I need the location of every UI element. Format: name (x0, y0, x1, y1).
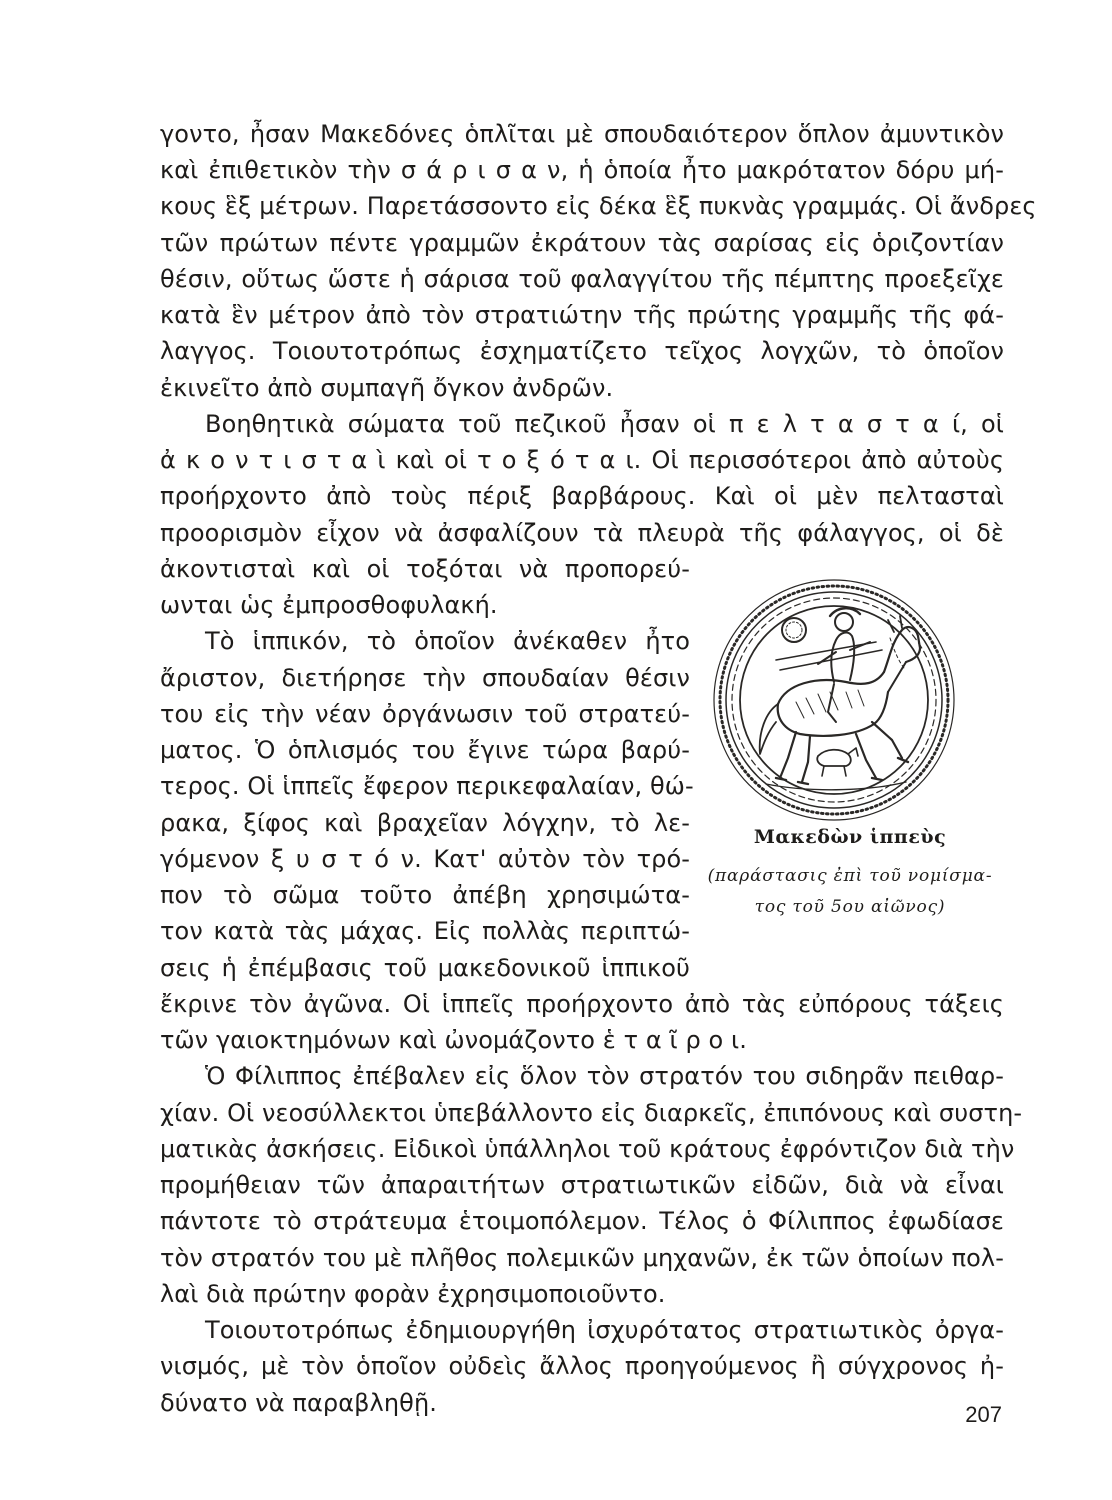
text-line: δύνατο νὰ παραβληθῇ. (160, 1389, 437, 1417)
text-line: πάντοτε τὸ στράτευμα ἑτοιμοπόλεμον. Τέλος ὁ Φίλιππος ἐφωδίασε (160, 1207, 1004, 1235)
text-line: νισμός, μὲ τὸν ὁποῖον οὐδεὶς ἄλλος προηγούμενος ἢ σύγχρονος ἠ- (160, 1352, 1004, 1380)
text-line: ἐκινεῖτο ἀπὸ συμπαγῆ ὄγκον ἀνδρῶν. (160, 374, 614, 402)
text-line: σεις ἡ ἐπέμβασις τοῦ μακεδονικοῦ ἱππικοῦ (160, 954, 690, 982)
text-line: Βοηθητικὰ σώματα τοῦ πεζικοῦ ἦσαν οἱ π ε λ τ α σ τ α ί, οἱ (205, 410, 1004, 438)
text-line: ἀ κ ο ν τ ι σ τ α ὶ καὶ οἱ τ ο ξ ό τ α ι. Οἱ περισσότεροι ἀπὸ αὐτοὺς (160, 446, 1004, 474)
text-line: τῶν γαιοκτημόνων καὶ ὠνομάζοντο ἑ τ α ῖ ρ ο ι. (160, 1026, 748, 1054)
text-line: προήρχοντο ἀπὸ τοὺς πέριξ βαρβάρους. Καὶ οἱ μὲν πελτασταὶ (160, 482, 1004, 510)
text-line: ἄριστον, διετήρησε τὴν σπουδαίαν θέσιν (160, 664, 690, 692)
text-line: ματικὰς ἀσκήσεις. Εἰδικοὶ ὑπάλληλοι τοῦ κράτους ἐφρόντιζον διὰ τὴν (160, 1135, 1015, 1163)
text-line: χίαν. Οἱ νεοσύλλεκτοι ὑπεβάλλοντο εἰς διαρκεῖς, ἐπιπόνους καὶ συστη- (160, 1099, 1023, 1127)
text-line: πον τὸ σῶμα τοῦτο ἀπέβη χρησιμώτα- (160, 881, 690, 909)
text-line: Ὁ Φίλιππος ἐπέβαλεν εἰς ὅλον τὸν στρατόν του σιδηρᾶν πειθαρ- (205, 1062, 1004, 1090)
figure-caption-line: τος τοῦ 5ου αἰῶνος) (754, 897, 946, 917)
text-line: τερος. Οἱ ἱππεῖς ἔφερον περικεφαλαίαν, θώ- (160, 772, 694, 800)
text-line: του εἰς τὴν νέαν ὀργάνωσιν τοῦ στρατεύ- (160, 700, 690, 728)
text-line: κους ἓξ μέτρων. Παρετάσσοντο εἰς δέκα ἓξ πυκνὰς γραμμάς. Οἱ ἄνδρες (160, 192, 1037, 220)
text-line: τὸν στρατόν του μὲ πλῆθος πολεμικῶν μηχανῶν, ἐκ τῶν ὁποίων πολ- (160, 1244, 1004, 1272)
text-line: ἀκοντισταὶ καὶ οἱ τοξόται νὰ προπορεύ- (160, 555, 690, 583)
text-line: τον κατὰ τὰς μάχας. Εἰς πολλὰς περιπτώ- (160, 917, 690, 945)
text-line: λαὶ διὰ πρώτην φορὰν ἐχρησιμοποιοῦντο. (160, 1280, 666, 1308)
text-line: γοντο, ἦσαν Μακεδόνες ὁπλῖται μὲ σπουδαιότερον ὅπλον ἀμυντικὸν (160, 120, 1004, 148)
text-line: ρακα, ξίφος καὶ βραχεῖαν λόγχην, τὸ λε- (160, 809, 690, 837)
text-line: ἔκρινε τὸν ἀγῶνα. Οἱ ἱππεῖς προήρχοντο ἀπὸ τὰς εὐπόρους τάξεις (160, 990, 1004, 1018)
figure-caption-title: Μακεδὼν ἱππεὺς (753, 826, 947, 848)
text-line: ματος. Ὁ ὁπλισμός του ἔγινε τώρα βαρύ- (160, 736, 690, 764)
macedonian-horseman-coin-icon (706, 572, 962, 828)
text-line: κατὰ ἓν μέτρον ἀπὸ τὸν στρατιώτην τῆς πρώτης γραμμῆς τῆς φά- (160, 301, 1004, 329)
text-line: ωνται ὡς ἐμπροσθοφυλακή. (160, 591, 498, 619)
text-line: θέσιν, οὕτως ὥστε ἡ σάρισα τοῦ φαλαγγίτου τῆς πέμπτης προεξεῖχε (160, 265, 1004, 293)
text-line: γόμενον ξ υ σ τ ό ν. Κατ' αὐτὸν τὸν τρό- (160, 845, 690, 873)
text-line: προορισμὸν εἶχον νὰ ἀσφαλίζουν τὰ πλευρὰ τῆς φάλαγγος, οἱ δὲ (160, 519, 1004, 547)
text-line: προμήθειαν τῶν ἀπαραιτήτων στρατιωτικῶν εἰδῶν, διὰ νὰ εἶναι (160, 1171, 1004, 1199)
page-number: 207 (965, 1402, 1002, 1427)
text-line: καὶ ἐπιθετικὸν τὴν σ ά ρ ι σ α ν, ἡ ὁποία ἦτο μακρότατον δόρυ μή- (160, 156, 1004, 184)
text-line: τῶν πρώτων πέντε γραμμῶν ἐκράτουν τὰς σαρίσας εἰς ὁριζοντίαν (160, 229, 1004, 257)
text-line: Τὸ ἱππικόν, τὸ ὁποῖον ἀνέκαθεν ἦτο (205, 627, 690, 655)
text-line: Τοιουτοτρόπως ἐδημιουργήθη ἰσχυρότατος στρατιωτικὸς ὀργα- (205, 1316, 1004, 1344)
text-line: λαγγος. Τοιουτοτρόπως ἐσχηματίζετο τεῖχος λογχῶν, τὸ ὁποῖον (160, 337, 1004, 365)
figure-caption-line: (παράστασις ἐπὶ τοῦ νομίσμα- (707, 866, 993, 886)
